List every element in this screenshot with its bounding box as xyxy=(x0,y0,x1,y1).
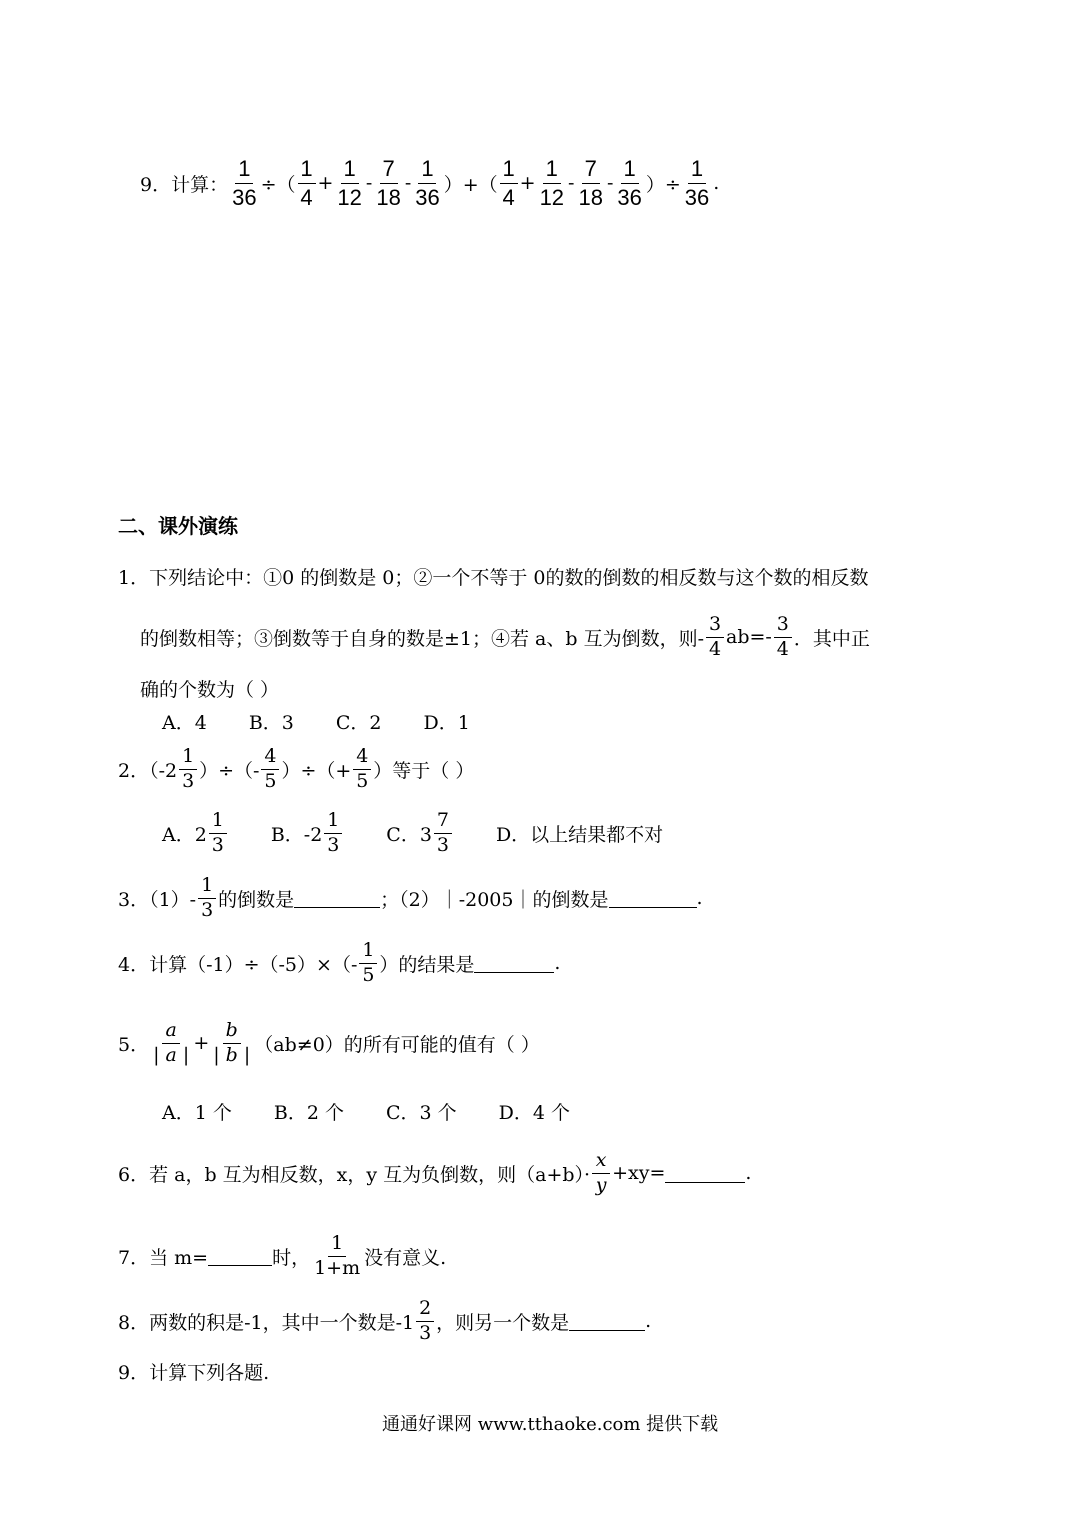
option-a: A．1 个 xyxy=(162,1102,232,1124)
fraction: $\frac{1}{12}$ xyxy=(539,156,565,210)
q4-line: 4．计算（-1）÷（-5）×（- $\frac{1}{5}$ ）的结果是 . xyxy=(118,938,561,986)
q6-line: 6．若 a，b 互为相反数，x，y 互为负倒数，则（a+b）· $\frac{x}{y}$ +xy= . xyxy=(118,1148,752,1196)
option-c: C．2 xyxy=(335,712,382,734)
option-d: D．4 个 xyxy=(498,1102,570,1124)
q7-line: 7．当 m= 时， $\frac{1}{1+m}$ 没有意义. xyxy=(118,1231,447,1279)
fraction: $\frac{1}{3}$ xyxy=(179,747,197,792)
section-title: 二、课外演练 xyxy=(118,514,238,538)
q1-line3: 确的个数为（ ） xyxy=(140,679,280,701)
fraction: $\frac{1}{3}$ xyxy=(198,876,216,921)
q3-line: 3．（1）- $\frac{1}{3}$ 的倒数是 ；（2）｜-2005｜的倒数是 . xyxy=(118,873,703,921)
q1-options xyxy=(162,708,512,735)
q9-line: 9．计算下列各题. xyxy=(118,1362,270,1384)
fraction: $\frac{7}{18}$ xyxy=(376,156,401,210)
option-c: C．3 $\frac{7}{3}$ xyxy=(386,811,454,856)
fraction: $\frac{1}{3}$ xyxy=(209,811,227,856)
option-b: B．3 xyxy=(248,712,294,734)
option-d: D．1 xyxy=(423,712,470,734)
fraction: $\frac{4}{5}$ xyxy=(261,747,279,792)
fraction: $\frac{3}{4}$ xyxy=(774,615,792,660)
fraction: $\frac{1}{36}$ xyxy=(232,156,257,210)
fraction: $\frac{b}{| b |}$ xyxy=(213,1018,251,1066)
q9-prefix: 9．计算： xyxy=(140,173,229,196)
answer-blank xyxy=(294,889,380,908)
fraction: $\frac{7}{18}$ xyxy=(578,156,603,210)
fraction: $\frac{7}{3}$ xyxy=(434,811,452,856)
q5-options xyxy=(162,1098,612,1125)
option-c: C．3 个 xyxy=(385,1102,457,1124)
top-question-9: 9．计算： $\frac{1}{36}$ ÷（ $\frac{1}{4}$ + $\frac{1}{12}$ - $\frac{7}{18}$ - $\frac{1}{36}$ ）+（ $\frac{1}{4}$ + $\frac{1}{12}$ - $\frac{7}{18}$ - $\frac{1}{36}$ ）÷ $\frac{1}{36}$ . xyxy=(140,156,720,210)
q1-line1: 1．下列结论中：①0 的倒数是 0；②一个不等于 0的数的倒数的相反数与这个数的相反数 xyxy=(118,567,869,589)
option-b: B．2 个 xyxy=(273,1102,344,1124)
option-a: A．2 $\frac{1}{3}$ xyxy=(162,811,229,856)
fraction: $\frac{3}{4}$ xyxy=(706,615,724,660)
q2-options xyxy=(162,802,705,864)
fraction: $\frac{1}{5}$ xyxy=(359,941,377,986)
fraction: $\frac{1}{36}$ xyxy=(617,156,642,210)
q8-line: 8．两数的积是-1，其中一个数是-1 $\frac{2}{3}$ ，则另一个数是 . xyxy=(118,1296,652,1344)
answer-blank xyxy=(569,1312,645,1331)
option-d: D．以上结果都不对 xyxy=(495,823,664,846)
q5-line: 5． $\frac{a}{| a |}$ + $\frac{b}{| b |}$ （ab≠0）的所有可能的值有（ ） xyxy=(118,1018,540,1066)
option-a: A．4 xyxy=(162,712,207,734)
q2-line: 2．（-2 $\frac{1}{3}$ ）÷（- $\frac{4}{5}$ ）÷（+ $\frac{4}{5}$ ）等于（ ） xyxy=(118,744,475,792)
fraction: $\frac{1}{4}$ xyxy=(500,157,518,208)
fraction: $\frac{1}{4}$ xyxy=(298,157,316,208)
option-b: B．-2 $\frac{1}{3}$ xyxy=(271,811,344,856)
fraction: $\frac{4}{5}$ xyxy=(353,747,371,792)
fraction: $\frac{1}{1+m}$ xyxy=(314,1231,361,1279)
answer-blank xyxy=(474,954,554,973)
answer-blank xyxy=(208,1247,272,1266)
fraction: $\frac{a}{| a |}$ xyxy=(153,1018,190,1066)
fraction: $\frac{1}{12}$ xyxy=(337,156,362,210)
q1-line2: 的倒数相等；③倒数等于自身的数是±1；④若 a、b 互为倒数，则- $\frac{3}{4}$ ab=- $\frac{3}{4}$ ．其中正 xyxy=(140,612,870,660)
fraction: $\frac{1}{36}$ xyxy=(684,156,710,210)
fraction: $\frac{1}{3}$ xyxy=(324,811,342,856)
fraction: $\frac{1}{36}$ xyxy=(415,156,440,210)
fraction: $\frac{2}{3}$ xyxy=(416,1299,434,1344)
fraction: $\frac{x}{y}$ xyxy=(592,1151,610,1196)
answer-blank xyxy=(665,1164,745,1183)
answer-blank xyxy=(609,889,697,908)
footer: 通通好课网 www.tthaoke.com 提供下载 xyxy=(382,1414,719,1435)
